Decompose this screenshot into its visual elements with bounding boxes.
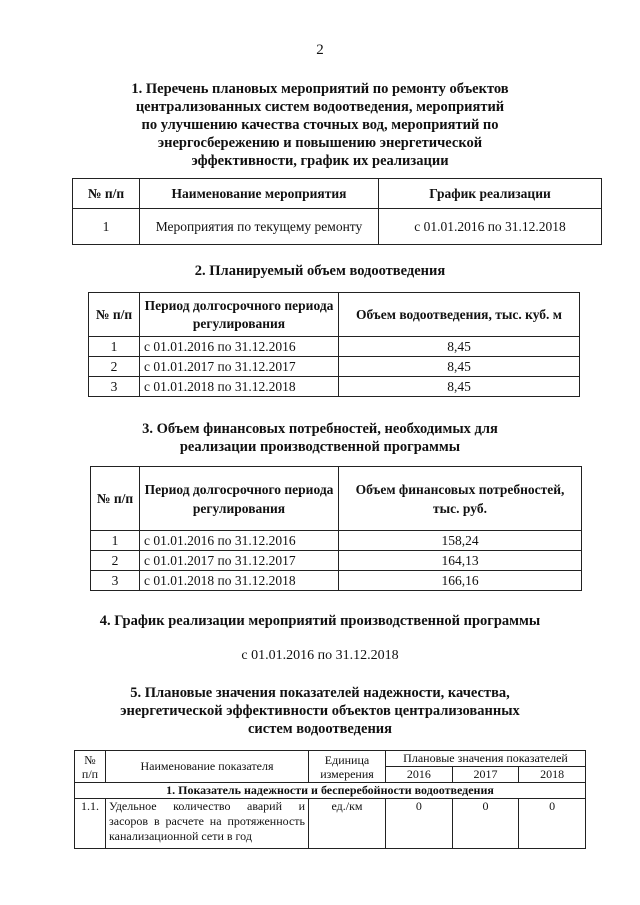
finance-cell-period: с 01.01.2016 по 31.12.2016 — [140, 531, 339, 551]
volume-cell-value: 8,45 — [339, 337, 580, 357]
section4-title: 4. График реализации мероприятий производственной программы — [99, 613, 541, 629]
section1-title-line: 1. Перечень плановых мероприятий по ремонту объектов — [131, 81, 509, 97]
table-row — [75, 799, 586, 849]
finance-cell-period: с 01.01.2018 по 31.12.2018 — [140, 571, 339, 591]
events-cell-name: Мероприятия по текущему ремонту — [140, 209, 379, 245]
table-row — [89, 357, 580, 377]
finance-cell-period: с 01.01.2017 по 31.12.2017 — [140, 551, 339, 571]
section1-title-line: энергосбережению и повышению энергетической — [157, 135, 483, 151]
table-row — [91, 551, 582, 571]
table-row — [91, 531, 582, 551]
section4-period: с 01.01.2016 по 31.12.2018 — [241, 648, 399, 663]
volume-table — [88, 292, 580, 397]
table-row — [73, 209, 602, 245]
indicators-header-num: № п/п — [75, 751, 106, 783]
volume-header-num: № п/п — [89, 293, 140, 337]
table-row — [89, 337, 580, 357]
indicators-header-year: 2016 — [386, 767, 453, 783]
volume-header-value: Объем водоотведения, тыс. куб. м — [339, 293, 580, 337]
volume-cell-num: 3 — [89, 377, 140, 397]
finance-table — [90, 466, 582, 591]
finance-header-num: № п/п — [91, 467, 140, 531]
table-row — [89, 377, 580, 397]
indicators-cell-unit: ед./км — [309, 799, 386, 849]
finance-header-period: Период долгосрочного периода регулирования — [140, 467, 339, 531]
indicators-header-year: 2018 — [519, 767, 586, 783]
indicators-table — [74, 750, 586, 849]
section1-title — [0, 80, 640, 170]
volume-cell-num: 1 — [89, 337, 140, 357]
indicators-group-title: 1. Показатель надежности и бесперебойности водоотведения — [75, 783, 586, 799]
section1-title-line: централизованных систем водоотведения, мероприятий — [135, 99, 505, 115]
indicators-cell-value: 0 — [386, 799, 453, 849]
section5-title-line: систем водоотведения — [247, 721, 393, 737]
indicators-header-unit: Единица измерения — [309, 751, 386, 783]
section3-title-line: реализации производственной программы — [179, 439, 461, 455]
finance-cell-num: 2 — [91, 551, 140, 571]
section3-title-line: 3. Объем финансовых потребностей, необходимых для — [142, 421, 498, 437]
volume-cell-value: 8,45 — [339, 377, 580, 397]
volume-cell-period: с 01.01.2018 по 31.12.2018 — [140, 377, 339, 397]
indicators-cell-num: 1.1. — [75, 799, 106, 849]
events-header-schedule: График реализации — [379, 179, 602, 209]
indicators-header-name: Наименование показателя — [106, 751, 309, 783]
volume-cell-period: с 01.01.2016 по 31.12.2016 — [140, 337, 339, 357]
events-cell-schedule: с 01.01.2016 по 31.12.2018 — [379, 209, 602, 245]
events-header-name: Наименование мероприятия — [140, 179, 379, 209]
finance-header-value: Объем финансовых потребностей, тыс. руб. — [339, 467, 582, 531]
volume-header-period: Период долгосрочного периода регулирования — [140, 293, 339, 337]
events-cell-num: 1 — [73, 209, 140, 245]
indicators-header-planned: Плановые значения показателей — [386, 751, 586, 767]
finance-cell-num: 1 — [91, 531, 140, 551]
finance-cell-value: 164,13 — [339, 551, 582, 571]
section5-title-line: энергетической эффективности объектов централизованных — [120, 703, 520, 719]
indicators-cell-value: 0 — [519, 799, 586, 849]
finance-cell-value: 166,16 — [339, 571, 582, 591]
section1-title-line: по улучшению качества сточных вод, мероприятий по — [141, 117, 499, 133]
finance-cell-num: 3 — [91, 571, 140, 591]
events-header-num: № п/п — [73, 179, 140, 209]
volume-cell-value: 8,45 — [339, 357, 580, 377]
finance-cell-value: 158,24 — [339, 531, 582, 551]
events-table — [72, 178, 602, 245]
indicators-header-year: 2017 — [452, 767, 519, 783]
indicators-cell-name: Удельное количество аварий и засоров в расчете на протяженность канализационной сети в год — [106, 799, 309, 849]
indicators-cell-value: 0 — [452, 799, 519, 849]
section3-title — [0, 420, 640, 456]
section5-title-line: 5. Плановые значения показателей надежности, качества, — [130, 685, 510, 701]
section1-title-line: эффективности, график их реализации — [191, 153, 449, 169]
page-number: 2 — [316, 42, 324, 58]
volume-cell-period: с 01.01.2017 по 31.12.2017 — [140, 357, 339, 377]
table-row — [91, 571, 582, 591]
section5-title — [0, 684, 640, 738]
section2-title: 2. Планируемый объем водоотведения — [194, 263, 446, 279]
volume-cell-num: 2 — [89, 357, 140, 377]
